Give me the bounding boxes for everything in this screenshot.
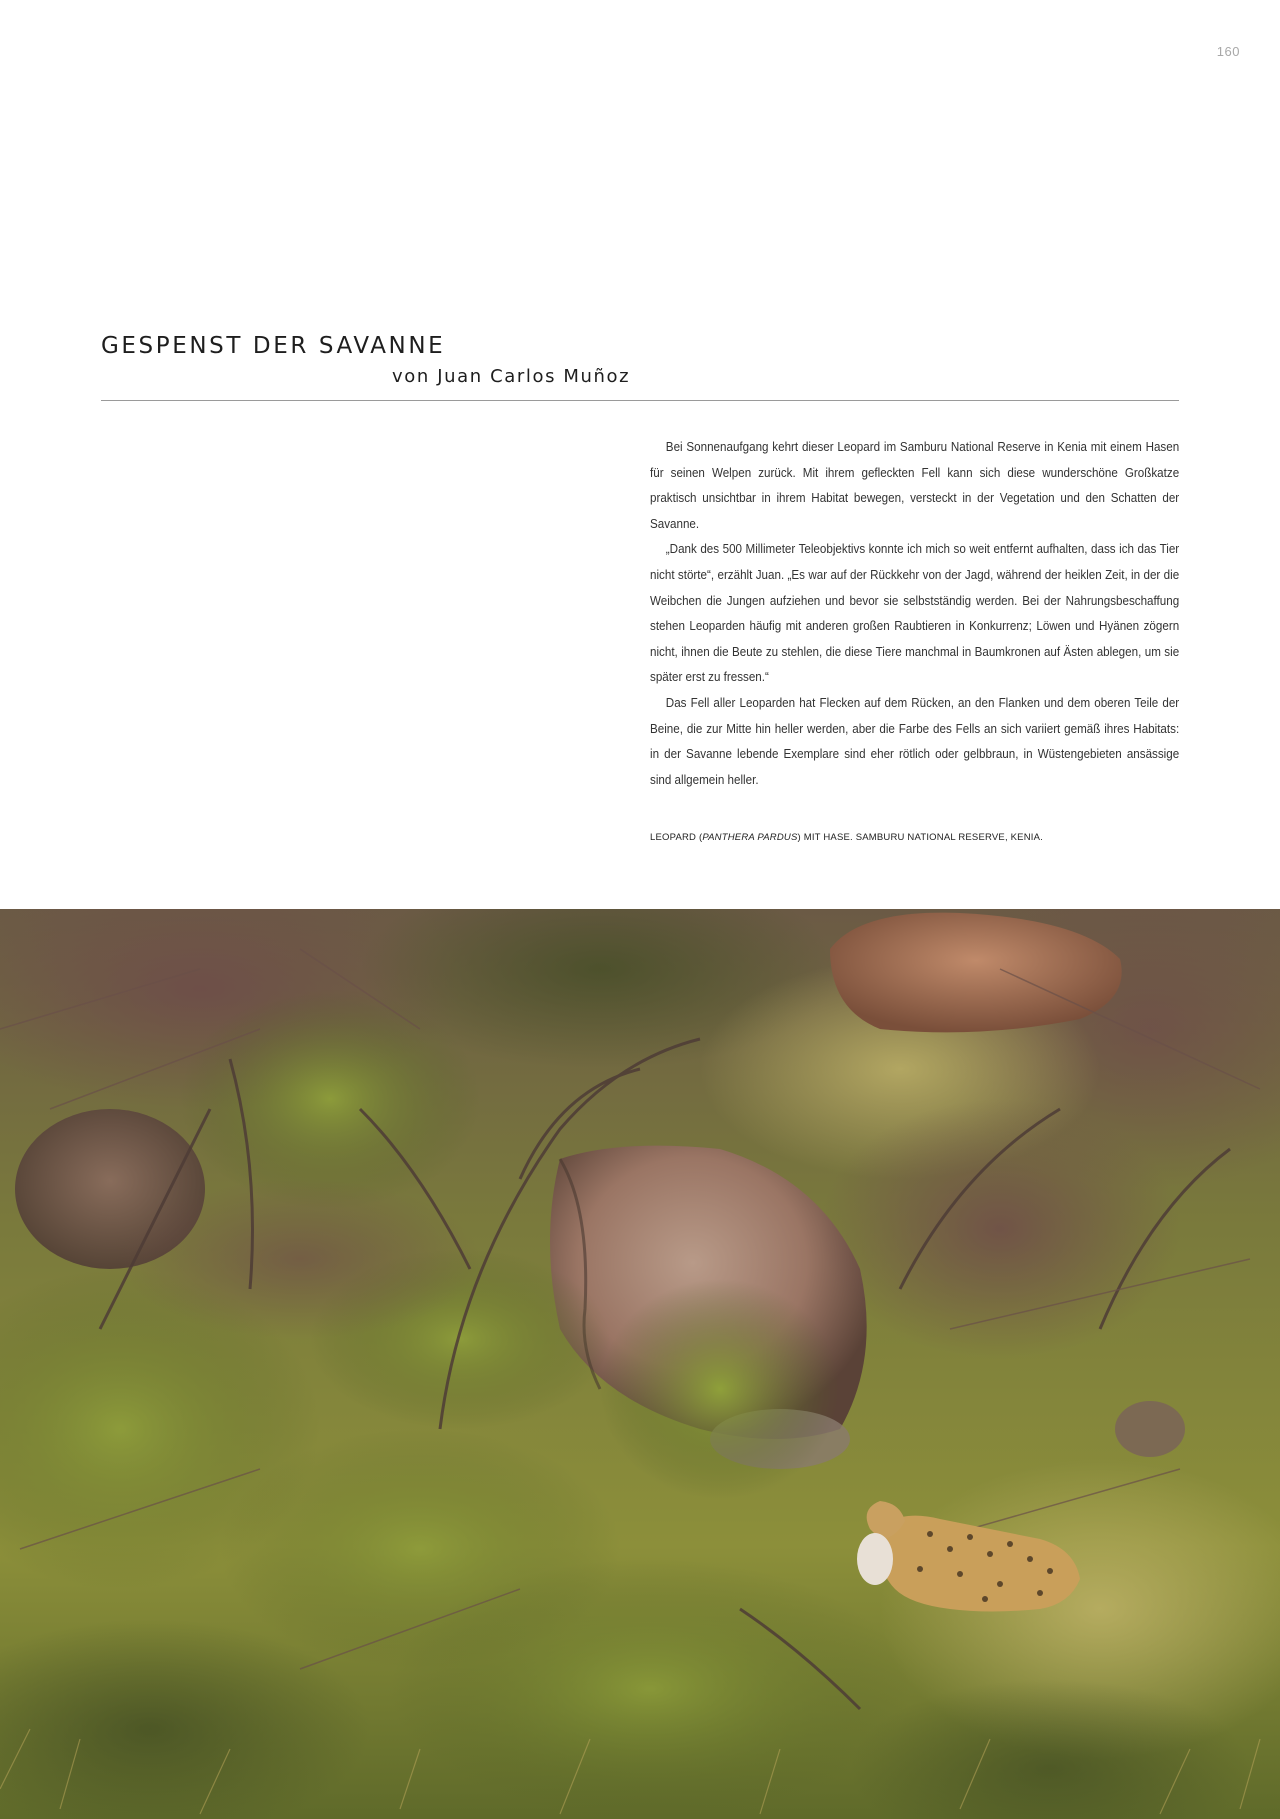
caption-species: PANTHERA PARDUS xyxy=(702,832,798,843)
title-divider xyxy=(101,400,1179,401)
article-byline: von Juan Carlos Muñoz xyxy=(392,366,631,387)
caption-suffix: ) MIT HASE. SAMBURU NATIONAL RESERVE, KENIA. xyxy=(797,832,1043,843)
body-paragraph: Bei Sonnenaufgang kehrt dieser Leopard im Samburu National Reserve in Kenia mit einem Hasen für seinen Welpen zurück. Mit ihrem gefleckten Fell kann sich diese wunderschöne Großkatze praktisch unsichtbar in ihrem Habitat bewegen, versteckt in der Vegetation und den Schatten der Savanne. xyxy=(650,440,1180,531)
article-title: GESPENST DER SAVANNE xyxy=(101,333,446,359)
page-number: 160 xyxy=(1216,44,1240,59)
photo-caption xyxy=(650,832,1043,843)
caption-prefix: LEOPARD ( xyxy=(650,832,703,843)
article-body xyxy=(650,435,1179,793)
body-paragraph: Das Fell aller Leoparden hat Flecken auf dem Rücken, an den Flanken und dem oberen Teile der Beine, die zur Mitte hin heller werden, aber die Farbe des Fells an sich variiert gemäß ihres Habitats: in der Savanne lebende Exemplare sind eher rötlich oder gelbbraun, in Wüstengebieten ansässige sind allgemein heller. xyxy=(650,695,1180,787)
savanna-leopard-photo xyxy=(0,909,1280,1819)
body-paragraph: „Dank des 500 Millimeter Teleobjektivs konnte ich mich so weit entfernt aufhalten, dass ich das Tier nicht störte“, erzählt Juan. „Es war auf der Rückkehr von der Jagd, während der heiklen Zeit, in der die Weibchen die Jungen aufziehen und bevor sie selbstständig werden. Bei der Nahrungsbeschaffung stehen Leoparden häufig mit anderen großen Raubtieren in Konkurrenz; Löwen und Hyänen zögern nicht, ihnen die Beute zu stehlen, die diese Tiere manchmal in Baumkronen auf Ästen ablegen, um sie später erst zu fressen.“ xyxy=(650,542,1180,685)
